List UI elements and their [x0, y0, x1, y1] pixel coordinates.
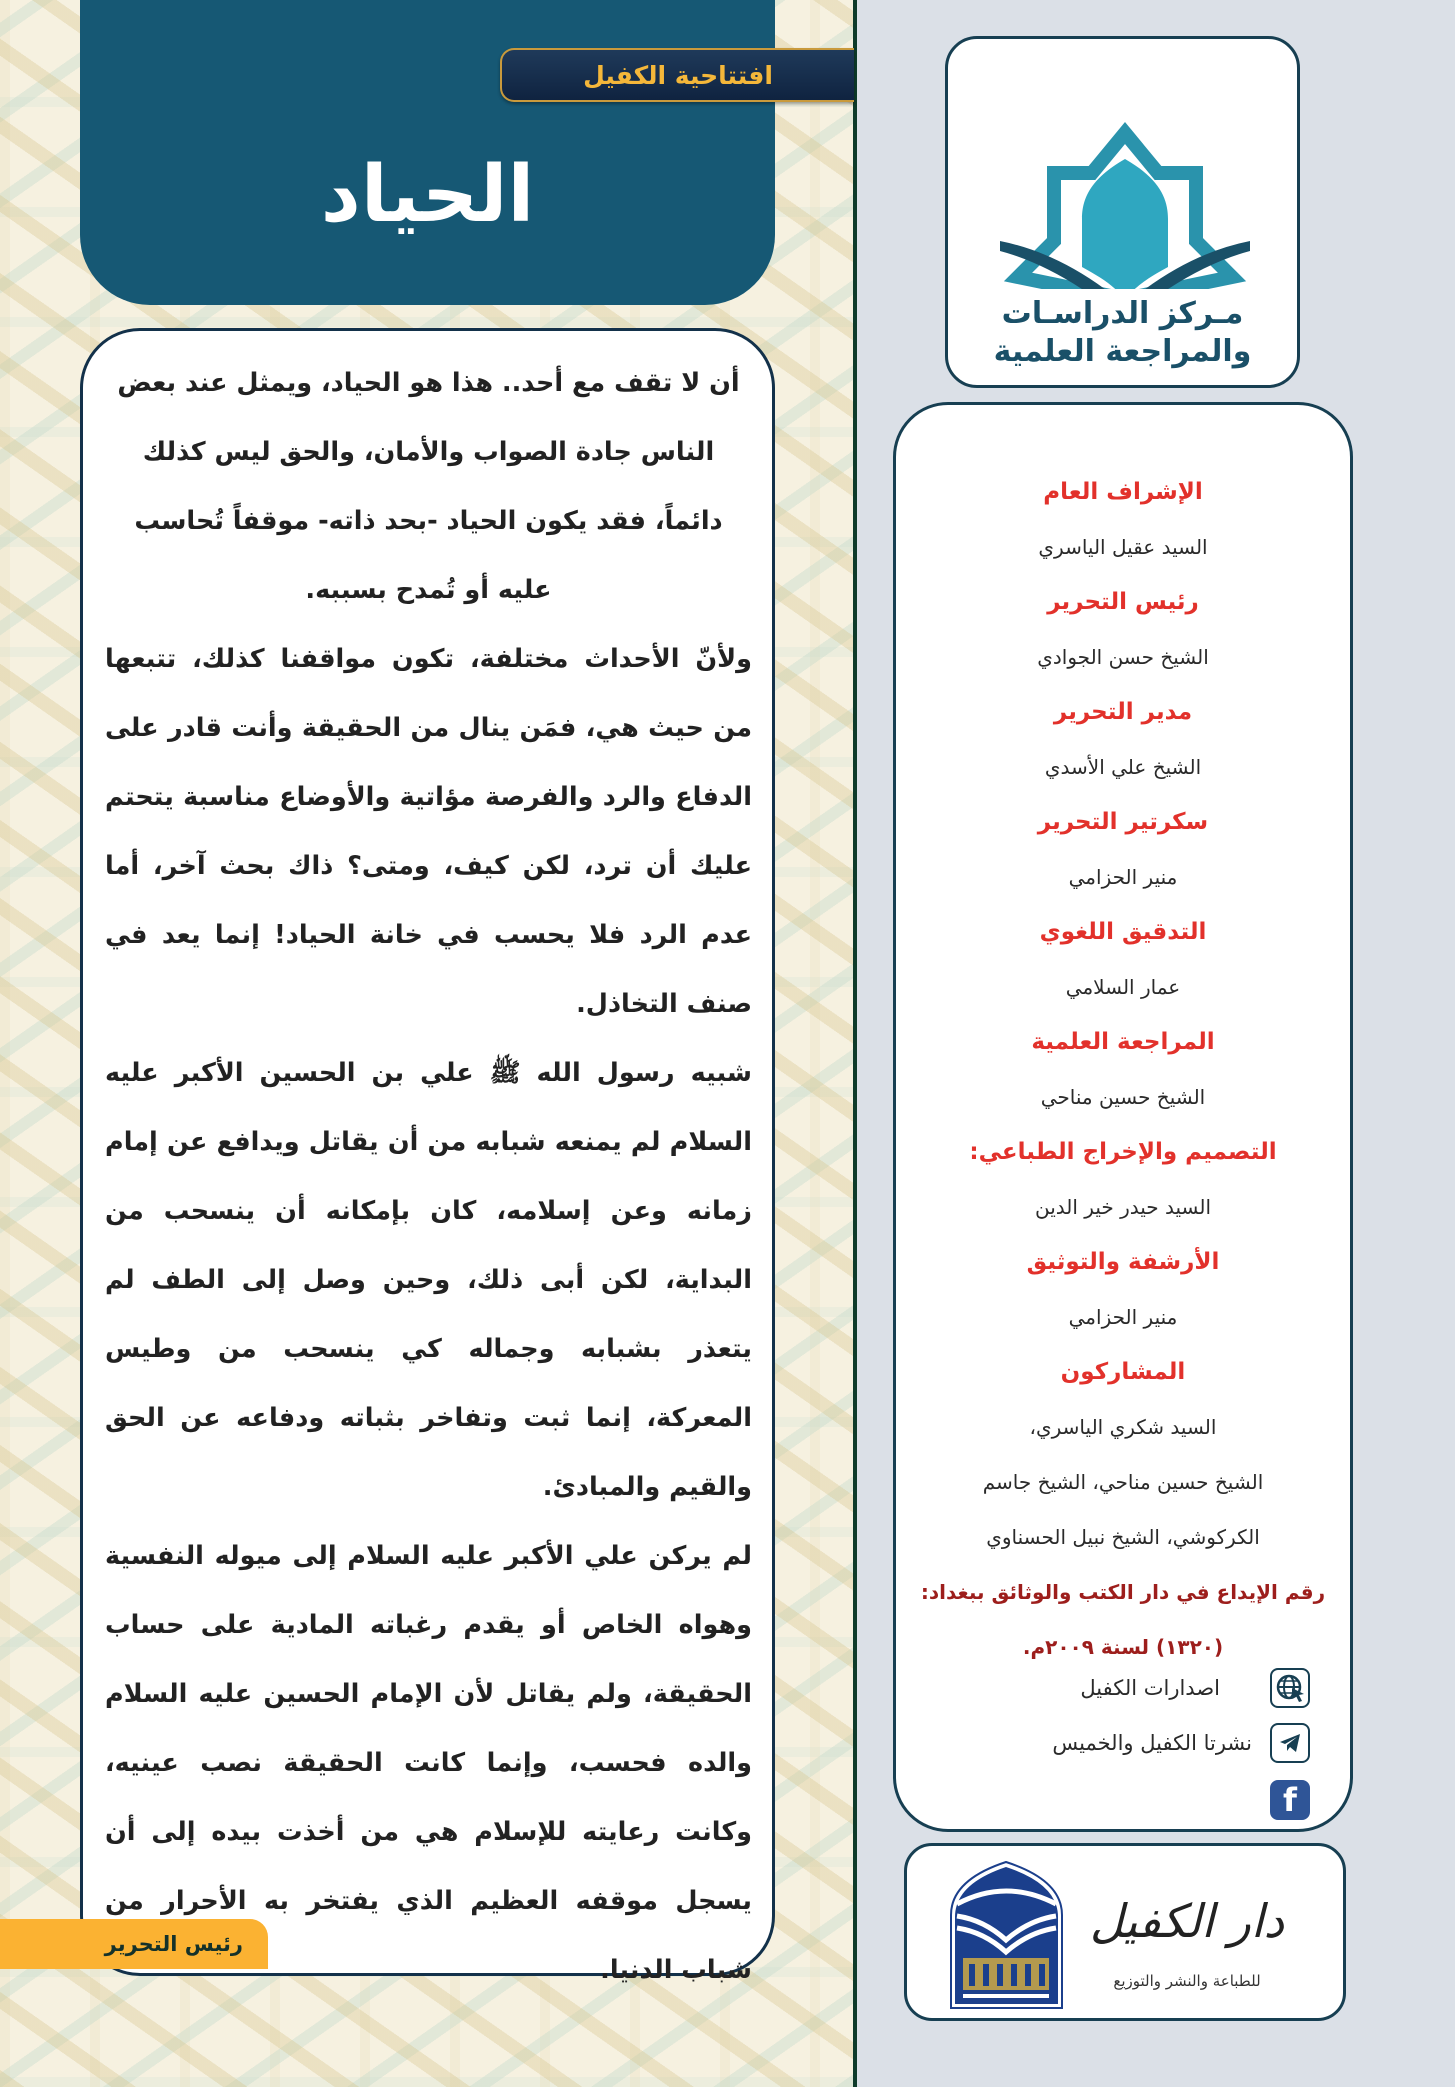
credit-name: السيد شكري الياسري، — [1029, 1415, 1217, 1439]
credit-name: الشيخ علي الأسدي — [1044, 755, 1202, 779]
center-logo-icon — [1000, 89, 1250, 289]
article-paragraph: أن لا تقف مع أحد.. هذا هو الحياد، ويمثل عند بعض الناس جادة الصواب والأمان، والحق ليس كذلك دائماً، فقد يكون الحياد -بحد ذاته- موقفاً تُحاسب عليه أو تُمدح بسببه. — [117, 368, 740, 605]
center-logo-card — [945, 36, 1300, 388]
credit-role: المراجعة العلمية — [1031, 1029, 1215, 1055]
social-link-telegram[interactable] — [896, 1721, 1350, 1765]
deposit-number-value: (١٣٢٠) لسنة ٢٠٠٩م. — [1022, 1635, 1224, 1659]
credit-name: منير الحزامي — [1068, 1305, 1178, 1329]
social-link-publications[interactable] — [896, 1666, 1350, 1710]
credit-name: الشيخ حسن الجوادي — [1037, 645, 1209, 669]
credit-role: الأرشفة والتوثيق — [1026, 1249, 1220, 1275]
social-label[interactable]: نشرتا الكفيل والخميس — [1052, 1731, 1252, 1755]
social-label[interactable]: اصدارات الكفيل — [1080, 1676, 1220, 1700]
credits-list — [896, 405, 1350, 1675]
article-paragraph: لم يركن علي الأكبر عليه السلام إلى ميوله النفسية وهواه الخاص أو يقدم رغباته المادية على حساب الحقيقة، ولم يقاتل لأن الإمام الحسين عليه السلام والده فحسب، وإنما كانت الحقيقة نصب عينيه، وكانت رعايته للإسلام هي من أخذت بيده إلى أن يسجل موقفه العظيم الذي يفتخر به الأحرار من شباب الدنيا. — [105, 1541, 752, 1985]
globe-cursor-icon[interactable] — [1270, 1668, 1310, 1708]
credit-name: الكركوشي، الشيخ نبيل الحسناوي — [986, 1525, 1260, 1549]
credit-name: الشيخ حسين مناحي — [1040, 1085, 1206, 1109]
credit-name: السيد عقيل الياسري — [1038, 535, 1208, 559]
credit-role: المشاركون — [1060, 1359, 1186, 1385]
author-tag-label: رئيس التحرير — [104, 1932, 243, 1956]
credit-name: السيد حيدر خير الدين — [1034, 1195, 1212, 1219]
publisher-card — [904, 1843, 1346, 2021]
credits-panel — [893, 402, 1353, 1832]
credit-name: الشيخ حسين مناحي، الشيخ جاسم — [982, 1470, 1264, 1494]
credit-role: التدقيق اللغوي — [1039, 919, 1207, 945]
article-paragraph: ولأنّ الأحداث مختلفة، تكون مواقفنا كذلك، تتبعها من حيث هي، فمَن ينال من الحقيقة وأنت قادر على الدفاع والرد والفرصة مؤاتية والأوضاع مناسبة يتحتم عليك أن ترد، لكن كيف، ومتى؟ ذاك بحث آخر، أما عدم الرد فلا يحسب في خانة الحياد! إنما يعد في صنف التخاذل. — [105, 644, 752, 1019]
publisher-emblem-icon — [949, 1860, 1064, 2010]
credit-name: عمار السلامي — [1065, 975, 1181, 999]
page-title: الحياد — [320, 150, 535, 240]
facebook-icon[interactable]: f — [1270, 1780, 1310, 1820]
credit-role: الإشراف العام — [1043, 479, 1203, 505]
credit-name: منير الحزامي — [1068, 865, 1178, 889]
publisher-name: دار الكفيل — [1089, 1894, 1285, 1948]
section-badge — [500, 48, 854, 102]
publisher-subtitle: للطباعة والنشر والتوزيع — [1113, 1972, 1261, 1990]
section-badge-label: افتتاحية الكفيل — [583, 60, 773, 90]
center-logo-line1: مـركز الدراسـات — [1001, 296, 1244, 331]
credit-role: سكرتير التحرير — [1037, 809, 1209, 835]
author-tag — [0, 1919, 268, 1969]
page-divider — [853, 0, 857, 2087]
social-link-facebook[interactable] — [896, 1778, 1350, 1822]
article-body — [80, 328, 775, 1985]
telegram-icon[interactable] — [1270, 1723, 1310, 1763]
credit-role: مدير التحرير — [1053, 699, 1193, 725]
article-text — [105, 349, 752, 2005]
center-logo-line2: والمراجعة العلمية — [993, 334, 1252, 369]
article-paragraph: شبيه رسول الله ﷺ علي بن الحسين الأكبر عليه السلام لم يمنعه شبابه من أن يقاتل ويدافع عن إمام زمانه وعن إسلامه، كان بإمكانه أن ينسحب من البداية، لكن أبى ذلك، وحين وصل إلى الطف لم يتعذر بشبابه وجماله كي ينسحب من وطيس المعركة، إنما ثبت وتفاخر بثباته ودفاعه عن الحق والقيم والمبادئ. — [105, 1058, 752, 1502]
credit-role: التصميم والإخراج الطباعي: — [969, 1139, 1277, 1165]
deposit-number-label: رقم الإيداع في دار الكتب والوثائق ببغداد: — [920, 1580, 1326, 1604]
credit-role: رئيس التحرير — [1047, 589, 1199, 615]
